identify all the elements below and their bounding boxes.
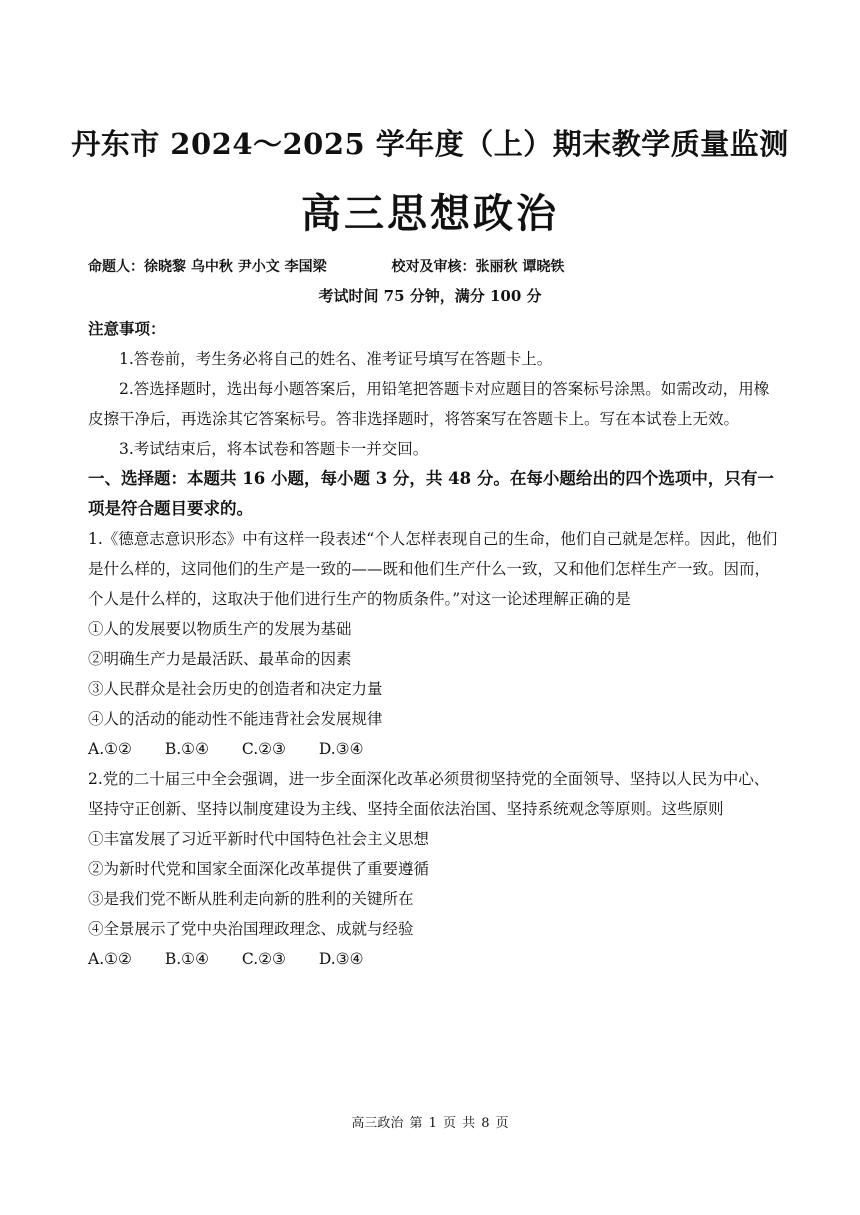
option-a: A.①② — [88, 950, 132, 968]
answer-options — [88, 944, 778, 974]
question-stem: 1.《德意志意识形态》中有这样一段表述“个人怎样表现自己的生命，他们自己就是怎样。因此，他们是什么样的，这同他们的生产是一致的——既和他们生产什么一致，又和他们怎样生产一致。因而，个人是什么样的，这取决于他们进行生产的物质条件。”对这一论述理解正确的是 — [88, 530, 778, 608]
option-d: D.③④ — [318, 740, 364, 758]
option-b: B.①④ — [164, 740, 209, 758]
statement: ②明确生产力是最活跃、最革命的因素 — [88, 650, 352, 668]
statement: ②为新时代党和国家全面深化改革提供了重要遵循 — [88, 860, 430, 878]
statement: ①人的发展要以物质生产的发展为基础 — [88, 620, 352, 638]
statement: ③是我们党不断从胜利走向新的胜利的关键所在 — [88, 890, 414, 908]
option-c: C.②③ — [241, 740, 286, 758]
notice-heading: 注意事项： — [88, 319, 166, 338]
question-1 — [88, 524, 778, 764]
authors-line — [88, 256, 564, 276]
notice-item: 2.答选择题时，选出每小题答案后，用铅笔把答题卡对应题目的答案标号涂黑。如需改动，用橡皮擦干净后，再选涂其它答案标号。答非选择题时，将答案写在答题卡上。写在本试卷上无效。 — [88, 380, 770, 428]
section-heading: 一、选择题：本题共 16 小题，每小题 3 分，共 48 分。在每小题给出的四个选项中，只有一项是符合题目要求的。 — [88, 469, 774, 518]
option-b: B.①④ — [164, 950, 209, 968]
question-stem: 2.党的二十届三中全会强调，进一步全面深化改革必须贯彻坚持党的全面领导、坚持以人民为中心、坚持守正创新、坚持以制度建设为主线、坚持全面依法治国、坚持系统观念等原则。这些原则 — [88, 770, 770, 818]
question-2 — [88, 764, 778, 974]
option-c: C.②③ — [241, 950, 286, 968]
exam-main-title: 丹东市 2024～2025 学年度（上）期末教学质量监测 — [71, 127, 789, 161]
question-setters: 命题人：徐晓黎 乌中秋 尹小文 李国梁 — [88, 259, 327, 275]
notice-item: 3.考试结束后，将本试卷和答题卡一并交回。 — [119, 440, 429, 458]
exam-time-info: 考试时间 75 分钟，满分 100 分 — [318, 287, 542, 305]
subject-title: 高三思想政治 — [301, 191, 559, 237]
statement: ④人的活动的能动性不能违背社会发展规律 — [88, 710, 383, 728]
statement: ③人民群众是社会历史的创造者和决定力量 — [88, 680, 383, 698]
option-a: A.①② — [88, 740, 132, 758]
option-d: D.③④ — [318, 950, 364, 968]
statement: ④全景展示了党中央治国理政理念、成就与经验 — [88, 920, 414, 938]
reviewers: 校对及审核：张丽秋 谭晓铁 — [391, 259, 565, 275]
exam-content — [88, 314, 778, 974]
notice-item: 1.答卷前，考生务必将自己的姓名、准考证号填写在答题卡上。 — [119, 350, 553, 368]
page-footer: 高三政治 第 1 页 共 8 页 — [351, 1116, 509, 1131]
statement: ①丰富发展了习近平新时代中国特色社会主义思想 — [88, 830, 430, 848]
answer-options — [88, 734, 778, 764]
